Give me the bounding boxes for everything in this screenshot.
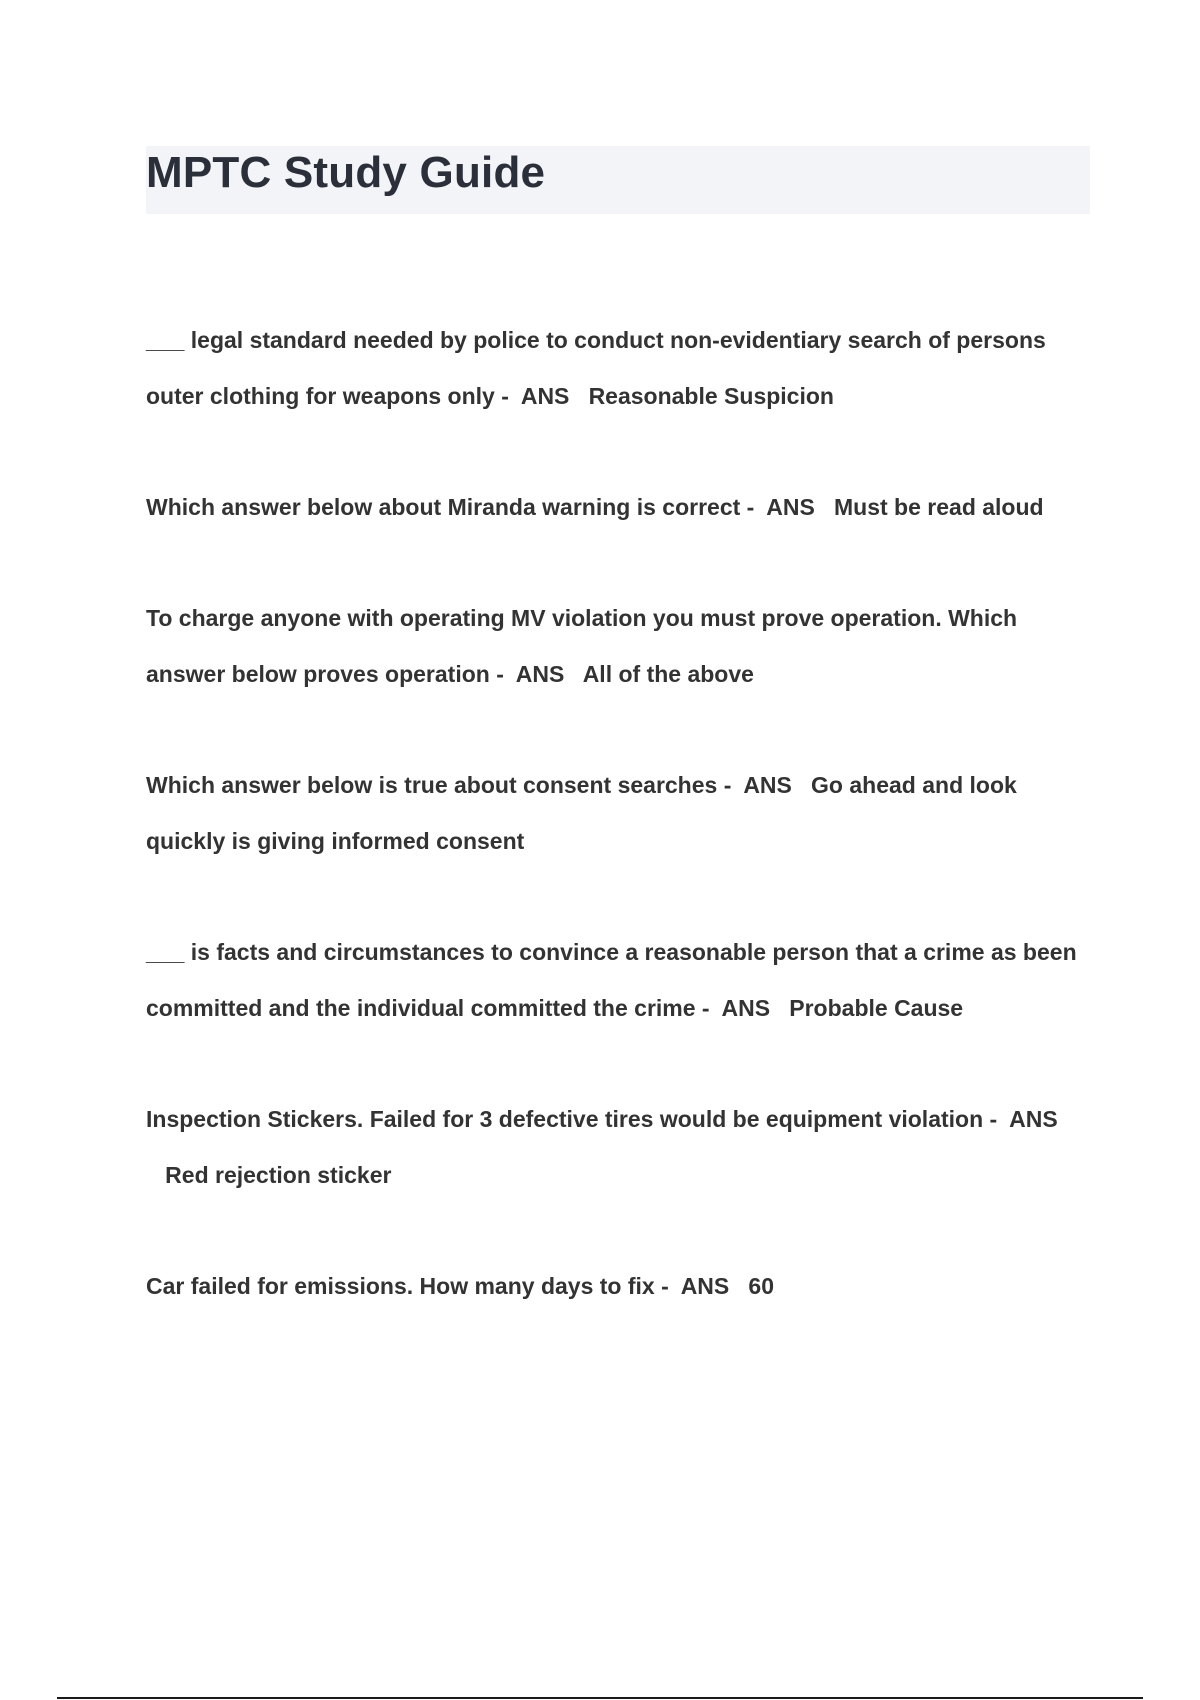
ans-label: ANS: [680, 1273, 730, 1299]
ans-label: ANS: [515, 661, 565, 687]
question-text: ___ legal standard needed by police to conduct non-evidentiary search of persons outer clothing for weapons only -: [146, 327, 1046, 409]
question-text: Inspection Stickers. Failed for 3 defective tires would be equipment violation -: [146, 1106, 998, 1132]
question-text: To charge anyone with operating MV violation you must prove operation. Which answer below proves operation -: [146, 605, 1018, 687]
ans-label: ANS: [721, 995, 771, 1021]
ans-label: ANS: [520, 383, 570, 409]
qa-item: [146, 924, 1086, 1036]
qa-item: [146, 479, 1086, 535]
question-text: Car failed for emissions. How many days to fix -: [146, 1273, 669, 1299]
qa-item: [146, 590, 1086, 702]
answer-text: Must be read aloud: [834, 494, 1044, 520]
question-text: Which answer below is true about consent searches -: [146, 772, 732, 798]
answer-text: 60: [748, 1273, 775, 1299]
answer-text: Reasonable Suspicion: [588, 383, 834, 409]
page-title: MPTC Study Guide: [146, 148, 546, 197]
answer-text: Probable Cause: [789, 995, 964, 1021]
qa-item: [146, 1258, 1086, 1314]
answer-text: Go ahead and look quickly is giving informed consent: [146, 772, 1017, 854]
question-text: ___ is facts and circumstances to convince a reasonable person that a crime as been committed and the individual committed the crime -: [146, 939, 1077, 1021]
footer-divider: [57, 1697, 1143, 1699]
title-banner: [146, 146, 1090, 214]
ans-label: ANS: [743, 772, 792, 798]
qa-item: [146, 1091, 1086, 1203]
ans-label: ANS: [766, 494, 815, 520]
answer-text: Red rejection sticker: [165, 1162, 392, 1188]
answer-text: All of the above: [582, 661, 754, 687]
ans-label: ANS: [1009, 1106, 1058, 1132]
qa-item: [146, 312, 1086, 424]
question-text: Which answer below about Miranda warning is correct -: [146, 494, 755, 520]
qa-item: [146, 757, 1086, 869]
qa-list: [146, 312, 1086, 1369]
